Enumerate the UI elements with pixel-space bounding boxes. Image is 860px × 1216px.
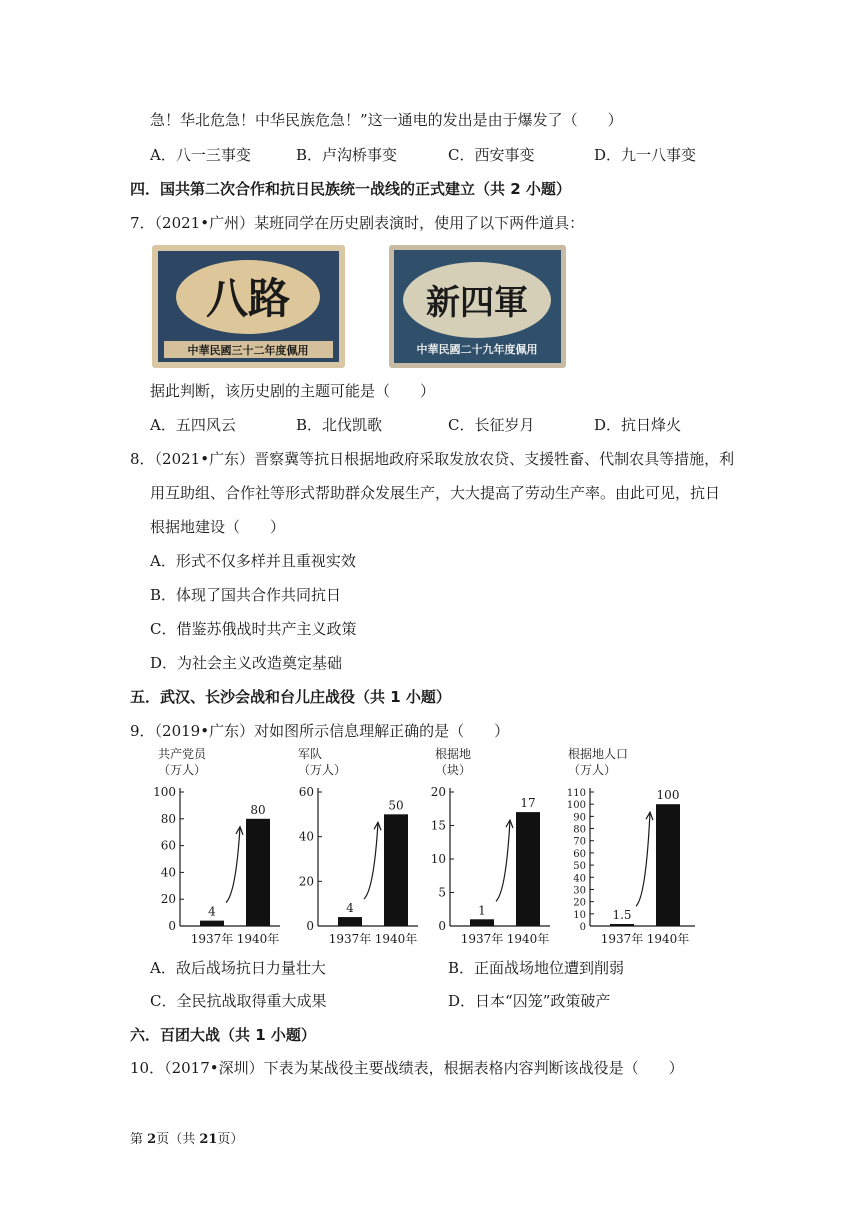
q7-option-c[interactable]: C．长征岁月 [448, 416, 535, 434]
q9-bar-charts [140, 746, 710, 950]
chart-4-category-label-2: 1940年 [646, 932, 690, 946]
chart-3-tick-label: 20 [430, 785, 446, 799]
chart-2-value-label-1: 4 [346, 901, 354, 916]
chart-2-tick-label: 40 [298, 829, 314, 844]
chart-3-growth-arrow [496, 820, 510, 901]
footer-page-number: 2 [147, 1132, 157, 1147]
chart-1-category-label-2: 1940年 [236, 932, 280, 946]
chart-4-tick-label: 100 [566, 800, 586, 812]
q6-option-a[interactable]: A．八一三事变 [150, 146, 251, 164]
q6-option-b[interactable]: B．卢沟桥事变 [296, 146, 398, 164]
chart-1-value-label-2: 80 [250, 802, 266, 817]
stamp1-main-text: 八路 [205, 274, 291, 323]
chart-2-title-line-1: 军队 [298, 747, 323, 761]
chart-3-tick-label: 0 [438, 919, 446, 933]
chart-4-tick-label: 0 [579, 922, 586, 933]
chart-3-bar-2 [516, 812, 540, 926]
chart-3-tick-label: 10 [430, 852, 446, 866]
stamp2-sub-text: 中華民國二十九年度佩用 [416, 343, 538, 356]
chart-2-title-line-2: （万人） [298, 763, 347, 777]
chart-1-title-line-1: 共产党员 [158, 747, 207, 761]
question-8-line-3: 根据地建设（ ） [150, 518, 286, 536]
q7-option-a[interactable]: A．五四风云 [150, 416, 236, 434]
q8-option-a[interactable]: A．形式不仅多样并且重视实效 [150, 552, 356, 570]
chart-3-title-line-1: 根据地 [435, 747, 472, 761]
chart-4-bar-1 [610, 924, 634, 926]
chart-4-value-label-2: 100 [656, 788, 680, 803]
chart-1-tick-label: 60 [160, 838, 176, 853]
chart-1-tick-label: 80 [160, 811, 176, 826]
chart-3-value-label-1: 1 [478, 903, 486, 918]
eighth-route-army-armband-image [152, 245, 345, 368]
chart-2-value-label-2: 50 [388, 798, 404, 813]
chart-4-tick-label: 60 [573, 848, 586, 860]
chart-4-tick-label: 30 [573, 885, 586, 897]
chart-3-title-line-2: （块） [435, 763, 472, 777]
chart-1-tick-label: 40 [160, 865, 176, 880]
chart-2-tick-label: 0 [306, 919, 314, 933]
q8-option-c[interactable]: C．借鉴苏俄战时共产主义政策 [150, 620, 357, 638]
chart-4-tick-label: 10 [573, 909, 586, 921]
chart-4-category-label-1: 1937年 [600, 932, 644, 946]
chart-2-category-label-2: 1940年 [374, 932, 418, 946]
page-footer [130, 1128, 243, 1147]
q9-option-b[interactable]: B．正面战场地位遭到削弱 [448, 959, 625, 977]
chart-3-category-label-2: 1940年 [506, 932, 550, 946]
chart-2-tick-label: 60 [298, 785, 314, 799]
q8-option-b[interactable]: B．体现了国共合作共同抗日 [150, 586, 342, 604]
section-5-title: 五．武汉、长沙会战和台儿庄战役（共 1 小题） [130, 688, 451, 706]
chart-4-bar-2 [656, 804, 680, 926]
chart-1-value-label-1: 4 [208, 904, 216, 919]
chart-1-growth-arrow [226, 827, 240, 903]
q9-chart-panel [140, 746, 710, 950]
chart-4-title-line-1: 根据地人口 [568, 747, 629, 761]
chart-2-tick-label: 20 [298, 874, 314, 889]
chart-3-category-label-1: 1937年 [460, 932, 504, 946]
chart-4-tick-label: 90 [573, 812, 586, 824]
chart-4-tick-label: 80 [573, 824, 586, 836]
stamp1-sub-text: 中華民國三十二年度佩用 [187, 344, 309, 357]
question-7-stem: 7．（2021•广州）某班同学在历史剧表演时，使用了以下两件道具： [130, 214, 585, 232]
footer-suffix: 页） [217, 1132, 244, 1147]
stamp2-main-text: 新四軍 [426, 283, 528, 323]
question-6-stem-tail: 急！华北危急！中华民族危急！”这一通电的发出是由于爆发了（ ） [150, 111, 623, 129]
question-10-stem: 10．（2017•深圳）下表为某战役主要战绩表，根据表格内容判断该战役是（ ） [130, 1059, 684, 1077]
new-fourth-army-armband-image [389, 245, 566, 368]
q6-option-c[interactable]: C．西安事变 [448, 146, 535, 164]
chart-2-bar-2 [384, 814, 408, 926]
chart-4-tick-label: 50 [573, 861, 586, 873]
chart-1-bar-2 [246, 819, 270, 926]
chart-4-tick-label: 20 [573, 897, 586, 909]
chart-1-bar-1 [200, 921, 224, 926]
question-7-followup: 据此判断，该历史剧的主题可能是（ ） [150, 382, 436, 400]
chart-1-title-line-2: （万人） [158, 763, 207, 777]
chart-3-value-label-2: 17 [520, 796, 536, 811]
q9-option-d[interactable]: D．日本“囚笼”政策破产 [448, 992, 611, 1010]
question-8-line-2: 用互助组、合作社等形式帮助群众发展生产，大大提高了劳动生产率。由此可见，抗日 [150, 484, 721, 502]
chart-3-tick-label: 5 [438, 885, 446, 900]
footer-prefix: 第 [130, 1132, 148, 1147]
q9-option-c[interactable]: C．全民抗战取得重大成果 [150, 992, 327, 1010]
chart-3-bar-1 [470, 919, 494, 926]
chart-4-tick-label: 110 [566, 788, 586, 799]
footer-total-pages: 21 [199, 1132, 218, 1147]
q8-option-d[interactable]: D．为社会主义改造奠定基础 [150, 654, 343, 672]
question-9-stem: 9．（2019•广东）对如图所示信息理解正确的是（ ） [130, 722, 510, 740]
chart-1-tick-label: 100 [153, 785, 176, 799]
chart-2-category-label-1: 1937年 [328, 932, 372, 946]
chart-4-title-line-2: （万人） [568, 763, 617, 777]
question-8-line-1: 8．（2021•广东）晋察冀等抗日根据地政府采取发放农贷、支援牲畜、代制农具等措施，利 [130, 450, 735, 468]
chart-4-tick-label: 70 [573, 836, 586, 848]
chart-4-growth-arrow [636, 812, 650, 906]
chart-4-value-label-1: 1.5 [612, 908, 632, 922]
chart-2-growth-arrow [364, 822, 378, 899]
q6-option-d[interactable]: D．九一八事变 [594, 146, 697, 164]
chart-1-tick-label: 0 [168, 919, 176, 933]
q9-option-a[interactable]: A．敌后战场抗日力量壮大 [150, 959, 326, 977]
section-4-title: 四．国共第二次合作和抗日民族统一战线的正式建立（共 2 小题） [130, 180, 571, 198]
chart-1-category-label-1: 1937年 [190, 932, 234, 946]
footer-mid: 页（共 [156, 1132, 200, 1147]
chart-3-tick-label: 15 [430, 818, 446, 833]
chart-2-bar-1 [338, 917, 362, 926]
chart-1-tick-label: 20 [160, 892, 176, 907]
section-6-title: 六．百团大战（共 1 小题） [130, 1026, 316, 1044]
chart-4-tick-label: 40 [573, 873, 586, 885]
q7-option-d[interactable]: D．抗日烽火 [594, 416, 682, 434]
q7-option-b[interactable]: B．北伐凯歌 [296, 416, 383, 434]
